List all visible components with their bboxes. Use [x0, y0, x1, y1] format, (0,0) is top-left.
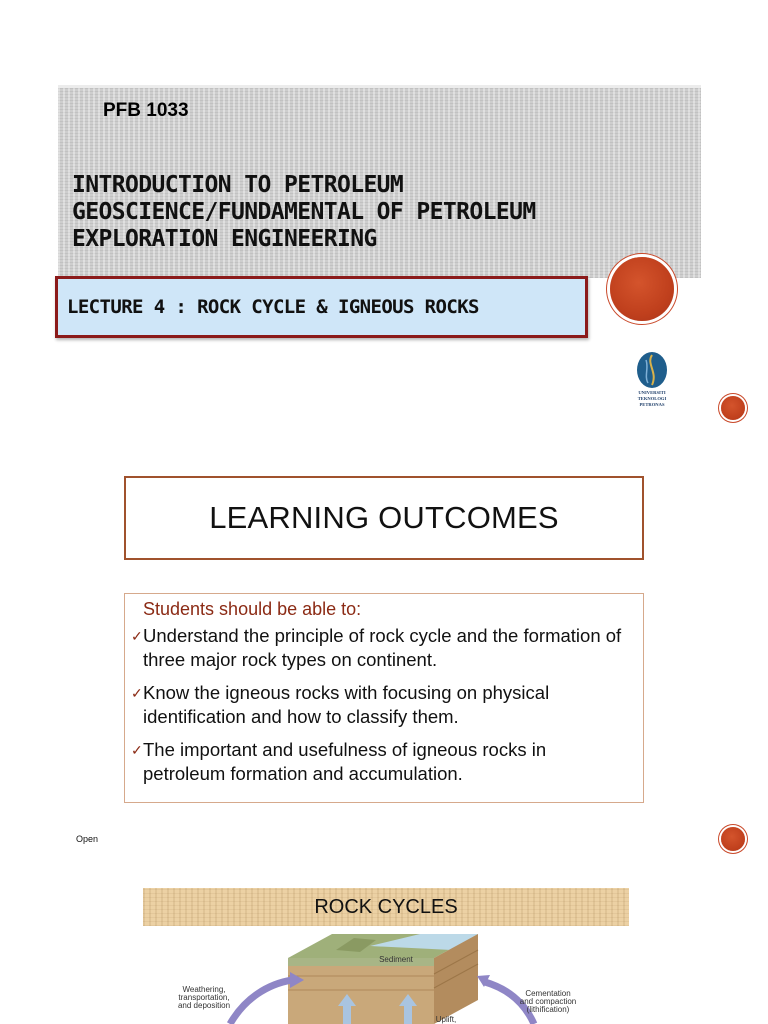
uplift-label: Uplift, [435, 1015, 457, 1024]
slide-title-line: INTRODUCTION TO PETROLEUM [72, 172, 404, 198]
sediment-label: Sediment [379, 955, 413, 964]
outcomes-intro: Students should be able to: [143, 599, 362, 619]
open-label: Open [76, 834, 99, 844]
rock-cycles-heading: ROCK CYCLES [314, 895, 458, 918]
lecture-title-box [55, 276, 588, 338]
slide-nav-dot[interactable] [721, 827, 745, 851]
weathering-label: Weathering, [182, 985, 226, 994]
decorative-circle [610, 257, 674, 321]
rock-cycles-banner [143, 888, 629, 926]
outcome-item [131, 624, 627, 672]
logo-text-line: UNIVERSITI [638, 390, 666, 395]
check-icon: ✓ [131, 742, 143, 758]
outcomes-box [124, 593, 644, 803]
cementation-label: (lithification) [526, 1005, 570, 1014]
check-icon: ✓ [131, 685, 143, 701]
outcome-item [131, 681, 627, 729]
university-logo [634, 350, 670, 412]
outcome-text: Understand the principle of rock cycle and the formation of three major rock types on continent. [143, 625, 622, 670]
slide-title [72, 172, 692, 253]
weathering-label: transportation, [178, 993, 230, 1002]
slide-title-line: GEOSCIENCE/FUNDAMENTAL OF PETROLEUM [72, 199, 536, 225]
logo-text-line: TEKNOLOGI [637, 396, 667, 401]
logo-text-line: PETRONAS [639, 402, 665, 407]
rock-cycle-diagram [140, 926, 700, 1024]
learning-outcomes-heading: LEARNING OUTCOMES [209, 500, 559, 535]
slide-nav-dot[interactable] [721, 396, 745, 420]
lecture-title: LECTURE 4 : ROCK CYCLE & IGNEOUS ROCKS [67, 296, 479, 318]
course-code: PFB 1033 [103, 100, 189, 121]
weathering-label: and deposition [177, 1001, 231, 1010]
cementation-label: and compaction [519, 997, 577, 1006]
outcome-item [131, 738, 627, 786]
check-icon: ✓ [131, 628, 143, 644]
slide-title-line: EXPLORATION ENGINEERING [72, 226, 377, 252]
outcome-text: Know the igneous rocks with focusing on physical identification and how to classify them. [143, 682, 550, 727]
learning-outcomes-heading-box [124, 476, 644, 560]
cementation-label: Cementation [525, 989, 571, 998]
outcome-text: The important and usefulness of igneous rocks in petroleum formation and accumulation. [143, 739, 547, 784]
